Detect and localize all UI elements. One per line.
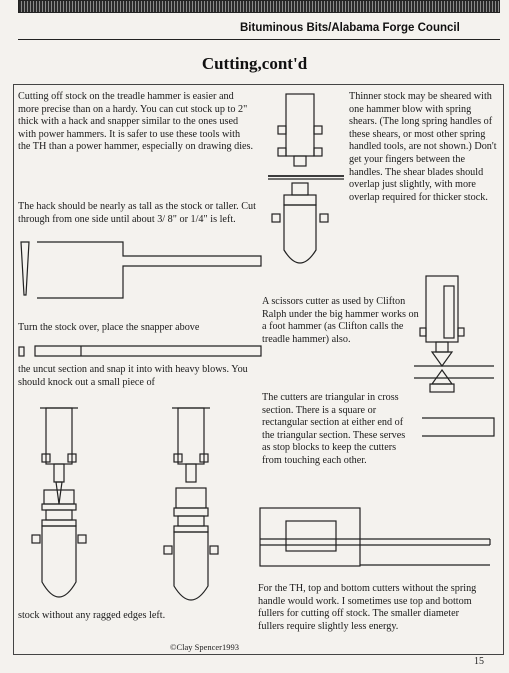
snapper-and-stock-figure: [15, 343, 265, 359]
page-title: Cutting,cont'd: [201, 54, 308, 73]
anvil-base: [174, 532, 208, 600]
anvil-base: [42, 526, 76, 597]
anvil-block: [422, 418, 494, 436]
paragraph-triangular-cutters: The cutters are triangular in cross section. There is a square or rectangular section at either end of the triangular section. These serves as stop blocks to keep the cutters from touching each other.: [262, 392, 406, 466]
bottom-cutter: [432, 370, 452, 384]
stock-bar-turned: [35, 346, 261, 356]
snapper-section: [19, 347, 24, 356]
shear-blades: [292, 183, 308, 195]
stock-bar-profile: [37, 242, 261, 298]
page-number: 15: [474, 656, 484, 667]
hammer-head: [286, 94, 314, 156]
paragraph-turn-stock: Turn the stock over, place the snapper above: [18, 322, 200, 333]
scissors-cutter-figure: [416, 268, 506, 448]
hack-blade: [56, 482, 62, 504]
treadle-hammer-hack-figure: [28, 402, 98, 612]
stop-block: [286, 521, 336, 551]
paragraph-scissors-cutter: A scissors cutter as used by Clifton Ralph under the big hammer works on a foot hammer (as Clifton calls the treadle hammer) also.: [262, 296, 419, 345]
paragraph-no-ragged: stock without any ragged edges left.: [18, 610, 166, 621]
paragraph-hack: The hack should be nearly as tall as the stock or taller. Cut through from one side until about 3/ 8" or 1/4" is left.: [18, 201, 256, 225]
paragraph-spring-shears: Thinner stock may be sheared with one hammer blow with spring shears. (The long spring handles of these shears, or most other spring handled tools, are not shown.) Don't get your fingers between the handles. The shear blades should overlap just slightly, with more overlap required for thicker stock.: [349, 91, 497, 203]
anvil-base: [284, 205, 316, 263]
newsletter-header: Bituminous Bits/Alabama Forge Council: [240, 22, 460, 34]
header-rule: [18, 39, 500, 40]
snapper-tool: [176, 488, 206, 508]
paragraph-snap: the uncut section and snap it into with heavy blows. You should knock out a small piece of: [18, 364, 248, 388]
hack-tool-profile: [21, 242, 29, 295]
cutters-cross-section-figure: [258, 505, 498, 575]
cutter-outline: [260, 508, 360, 566]
top-cutter: [432, 352, 452, 366]
hack-and-stock-figure: [15, 240, 265, 300]
paragraph-intro: Cutting off stock on the treadle hammer is easier and more precise than on a hardy. You can cut stock up to 2" thick with a hack and snapper similar to the ones used with power hammers. It is safer to use these tools with the TH than a power hammer, especially on drawing dies.: [18, 91, 254, 153]
top-banner-bar: [18, 0, 500, 13]
paragraph-fullers: For the TH, top and bottom cutters without the spring handle would work. I sometimes use top and bottom fullers for cutting off stock. The smaller diameter fullers require slightly less energy.: [258, 583, 477, 632]
treadle-hammer-snapper-figure: [160, 402, 230, 612]
copyright-notice: ©Clay Spencer1993: [170, 642, 240, 652]
spring-shears-figure: [262, 90, 346, 275]
